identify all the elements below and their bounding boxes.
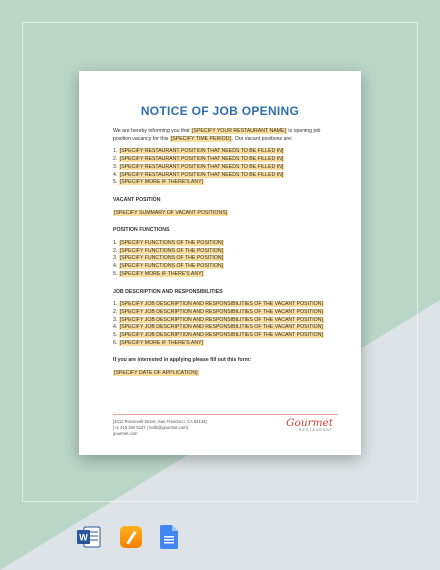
highlight-time-period: [SPECIFY TIME PERIOD] <box>170 135 231 142</box>
vacant-summary: [SPECIFY SUMMARY OF VACANT POSITIONS] <box>114 209 228 216</box>
list-item: 1. [SPECIFY FUNCTIONS OF THE POSITION] <box>113 240 224 247</box>
list-item: 1. [SPECIFY RESTAURANT POSITION THAT NEEDS TO BE FILLED IN] <box>113 148 284 155</box>
list-item: 6. [SPECIFY MORE IF THERE'S ANY] <box>113 339 204 346</box>
document-page <box>79 71 361 455</box>
highlight-restaurant-name: [SPECIFY YOUR RESTAURANT NAME] <box>192 128 286 134</box>
list-item: 5. [SPECIFY MORE IF THERE'S ANY] <box>113 270 204 277</box>
logo-name: Gourmet <box>286 417 333 429</box>
list-item: 2. [SPECIFY RESTAURANT POSITION THAT NEEDS TO BE FILLED IN] <box>113 156 284 163</box>
section-heading-vacant: VACANT POSITION <box>113 196 161 203</box>
list-item: 2. [SPECIFY FUNCTIONS OF THE POSITION] <box>113 247 224 254</box>
restaurant-logo <box>286 418 333 432</box>
section-heading-functions: POSITION FUNCTIONS <box>113 227 170 234</box>
logo-subtitle: RESTAURANT <box>298 428 333 432</box>
list-item: 5. [SPECIFY MORE IF THERE'S ANY] <box>113 179 204 186</box>
apply-instruction: If you are interested in applying please fill out this form: <box>113 357 252 364</box>
google-docs-icon[interactable] <box>160 525 178 549</box>
list-item: 2. [SPECIFY JOB DESCRIPTION AND RESPONSIBILITIES OF THE VACANT POSITION] <box>113 308 323 315</box>
footer-contact <box>113 419 207 437</box>
list-item: 3. [SPECIFY FUNCTIONS OF THE POSITION] <box>113 255 224 262</box>
section-heading-job: JOB DESCRIPTION AND RESPONSIBILITIES <box>113 288 223 295</box>
footer-phone-email: [+1 415 350 5127 | hello@gourmet.com] <box>113 425 188 430</box>
list-item: 3. [SPECIFY RESTAURANT POSITION THAT NEEDS TO BE FILLED IN] <box>113 163 284 170</box>
footer-address: [4412 Roosevelt Street, San Francisco, CA 94134] <box>113 419 207 424</box>
word-icon[interactable] <box>77 526 101 548</box>
document-title: NOTICE OF JOB OPENING <box>140 104 300 118</box>
svg-text:W: W <box>79 532 88 543</box>
positions-list <box>113 148 338 187</box>
list-item: 4. [SPECIFY RESTAURANT POSITION THAT NEEDS TO BE FILLED IN] <box>113 171 284 178</box>
functions-list <box>113 240 338 279</box>
date-of-application: [SPECIFY DATE OF APPLICATION] <box>114 370 198 377</box>
list-item: 1. [SPECIFY JOB DESCRIPTION AND RESPONSIBILITIES OF THE VACANT POSITION] <box>113 301 323 308</box>
pages-icon[interactable] <box>120 526 142 548</box>
intro-paragraph: We are hereby informing you that [SPECIFY YOUR RESTAURANT NAME] is opening job position vacancy for this [SPECIFY TIME PERIOD]. Our vacant positions are: <box>113 128 321 142</box>
footer-divider <box>113 414 338 415</box>
document-body <box>113 128 338 378</box>
list-item: 3. [SPECIFY JOB DESCRIPTION AND RESPONSIBILITIES OF THE VACANT POSITION] <box>113 316 323 323</box>
footer-website: gourmet.com <box>113 431 138 436</box>
list-item: 5. [SPECIFY JOB DESCRIPTION AND RESPONSIBILITIES OF THE VACANT POSITION] <box>113 332 323 339</box>
job-list <box>113 301 338 347</box>
list-item: 4. [SPECIFY JOB DESCRIPTION AND RESPONSIBILITIES OF THE VACANT POSITION] <box>113 324 323 331</box>
list-item: 4. [SPECIFY FUNCTIONS OF THE POSITION] <box>113 263 224 270</box>
